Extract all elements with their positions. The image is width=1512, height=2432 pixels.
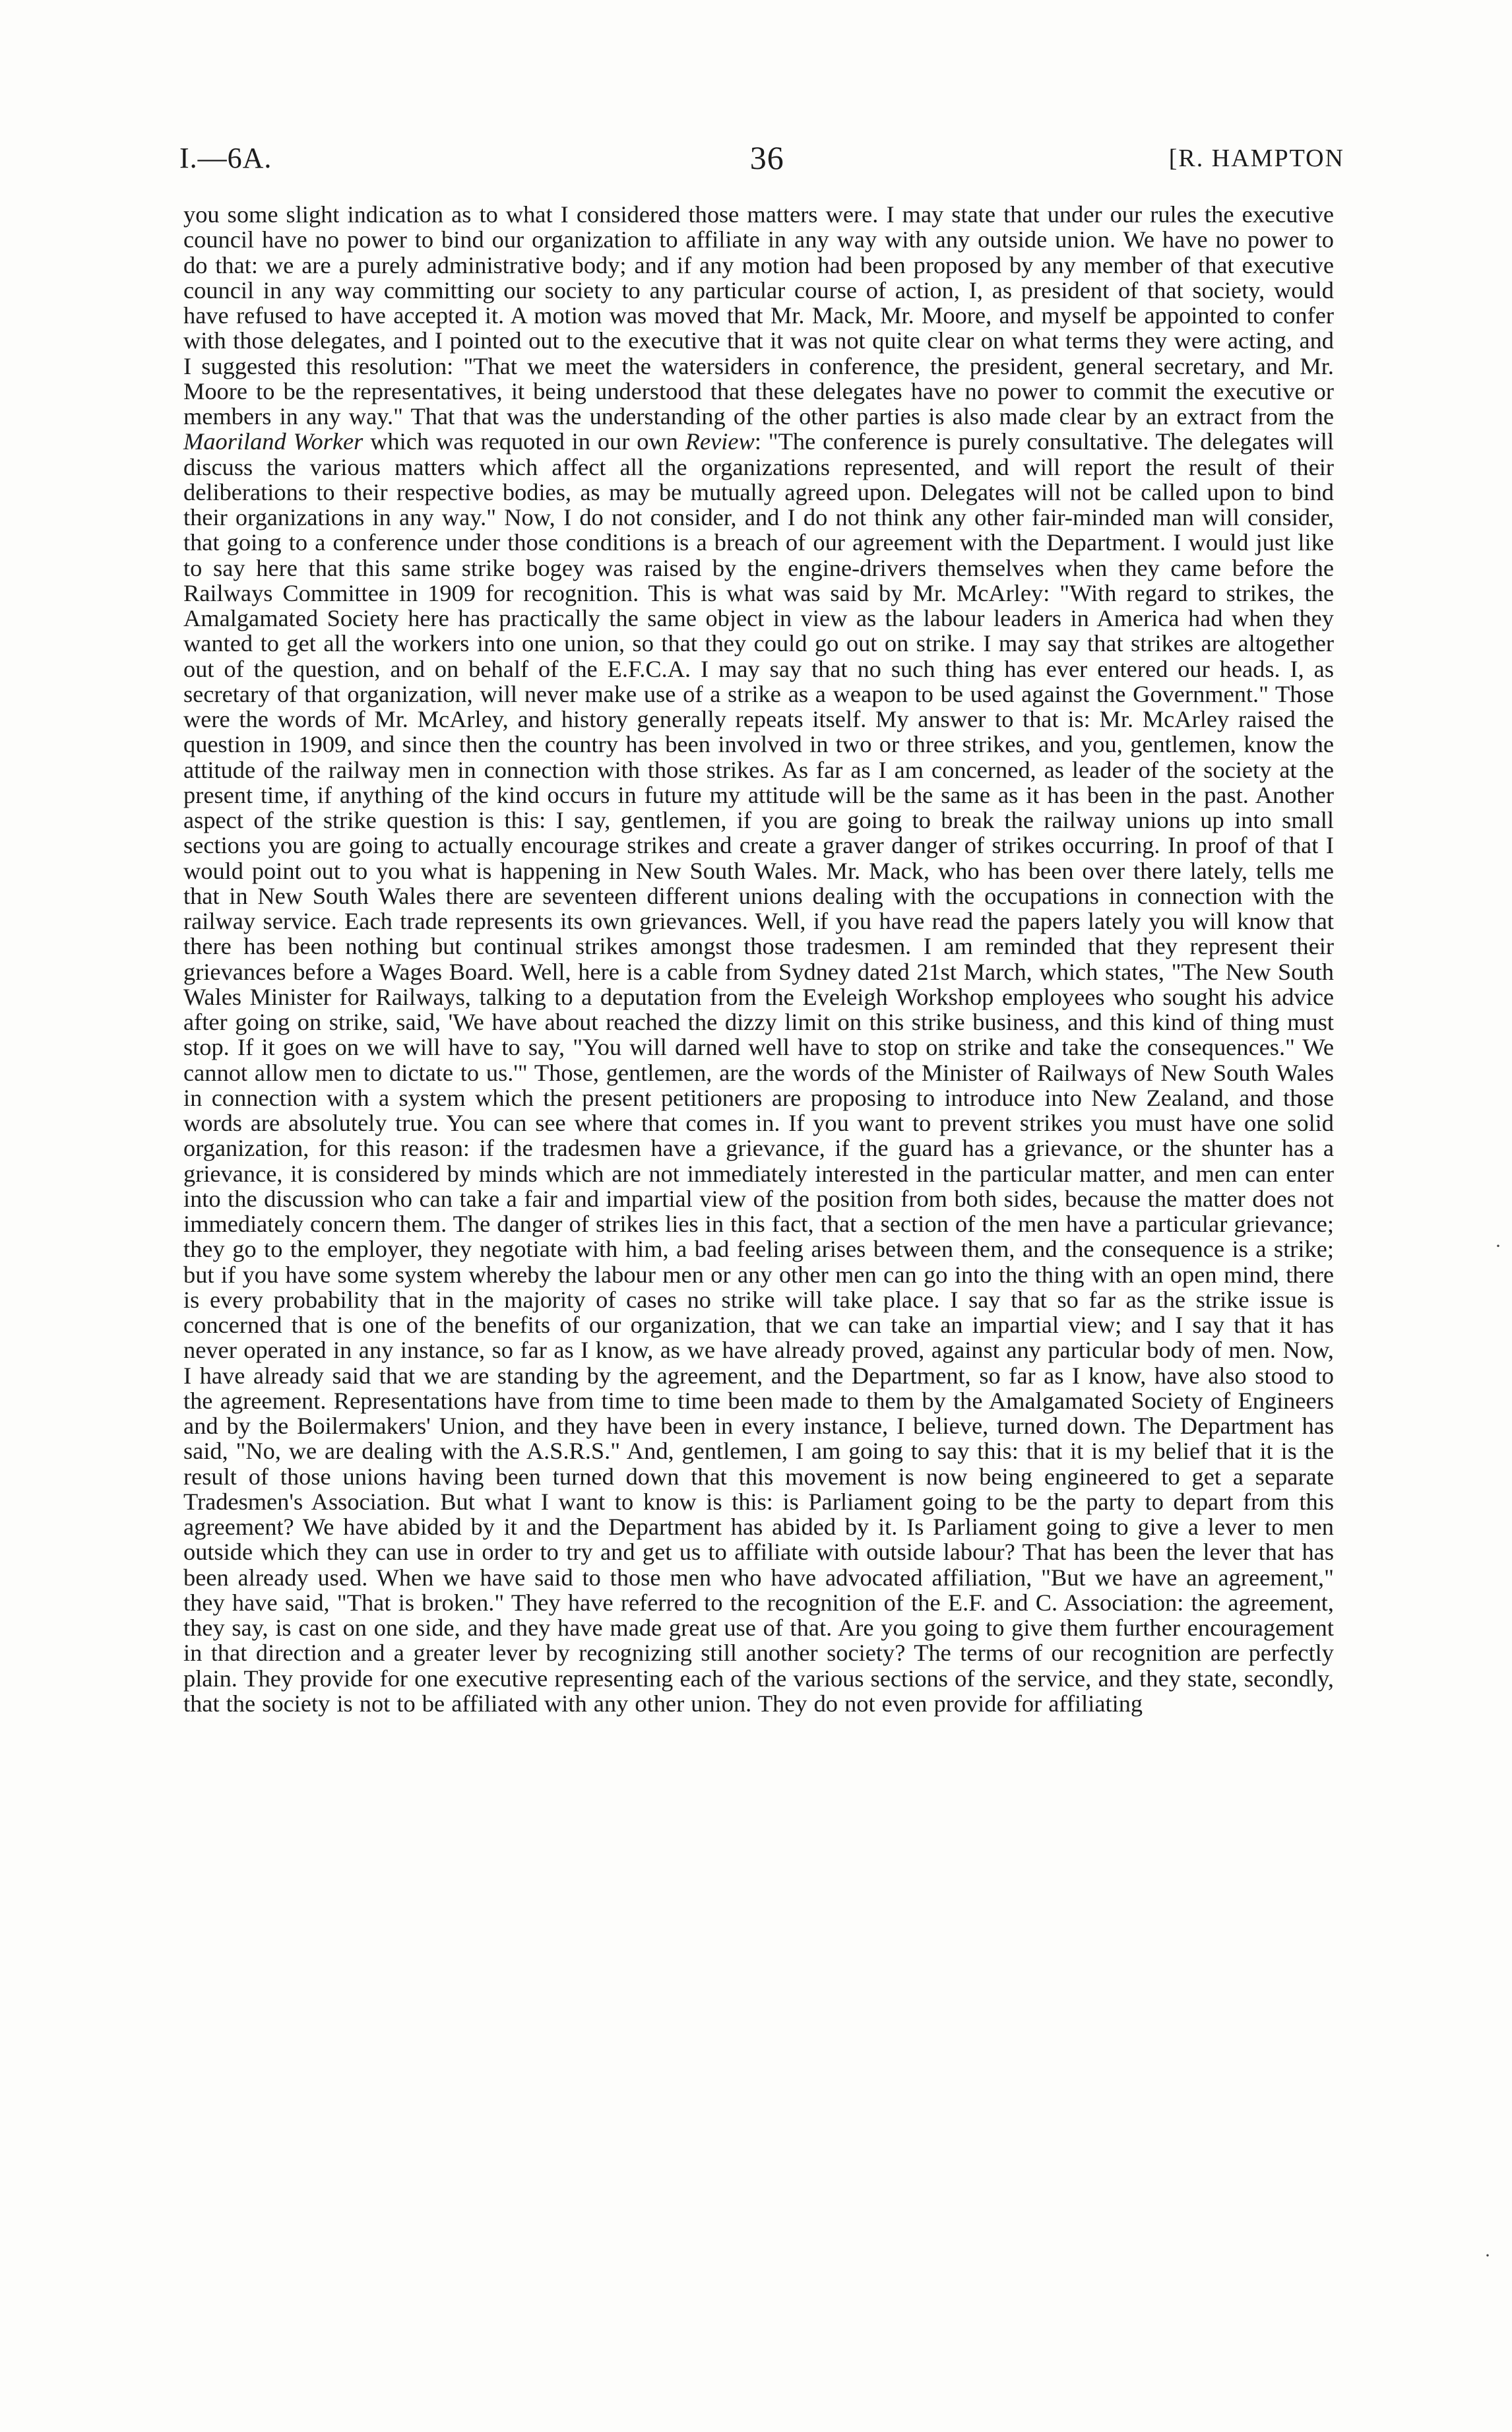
body-paragraph	[183, 202, 1334, 1716]
italic-publication-title: Review	[685, 428, 755, 455]
paper-reference: I.—6A.	[179, 142, 272, 174]
body-text	[183, 202, 1334, 1716]
body-text-segment: which was requoted in our own	[363, 428, 685, 455]
margin-mark: ·	[1495, 1235, 1501, 1257]
body-text-segment: you some slight indication as to what I considered those matters were. I may state that under our rules the executive council have no power to bind our organization to affiliate in any way with any outside union. We have no power to do that: we are a purely administrative body; and if any motion had been proposed by any member of that executive council in any way committing our society to any particular course of action, I, as president of that society, would have refused to have accepted it. A motion was moved that Mr. Mack, Mr. Moore, and myself be appointed to confer with those delegates, and I pointed out to the executive that it was not quite clear on what terms they were acting, and I suggested this resolution: "That we meet the watersiders in conference, the president, general secretary, and Mr. Moore to be the representatives, it being understood that these delegates have no power to commit the executive or members in any way." That that was the understanding of the other parties is also made clear by an extract from the	[183, 201, 1334, 430]
page-header	[179, 141, 1344, 181]
margin-mark: ·	[1484, 2245, 1491, 2266]
page-number: 36	[749, 139, 784, 176]
body-text-segment: : "The conference is purely consultative. The delegates will discuss the various matters which affect all the organizations represented, and will report the result of their deliberations to their respective bodies, as may be mutually agreed upon. Delegates will not be called upon to bind their organizations in any way." Now, I do not consider, and I do not think any other fair-minded man will consider, that going to a conference under those conditions is a breach of our agreement with the Department. I would just like to say here that this same strike bogey was raised by the engine-drivers themselves when they came before the Railways Committee in 1909 for recognition. This is what was said by Mr. McArley: "With regard to strikes, the Amalgamated Society here has practically the same object in view as the labour leaders in America had when they wanted to get all the workers into one union, so that they could go out on strike. I may say that strikes are altogether out of the question, and on behalf of the E.F.C.A. I may say that no such thing has ever entered our heads. I, as secretary of that organization, will never make use of a strike as a weapon to be used against the Government." Those were the words of Mr. McArley, and history generally repeats itself. My answer to that is: Mr. McArley raised the question in 1909, and since then the country has been involved in two or three strikes, and you, gentlemen, know the attitude of the railway men in connection with those strikes. As far as I am concerned, as leader of the society at the present time, if anything of the kind occurs in future my attitude will be the same as it has been in the past. Another aspect of the strike question is this: I say, gentlemen, if you are going to break the railway unions up into small sections you are going to actually encourage strikes and create a graver danger of strikes occurring. In proof of that I would point out to you what is happening in New South Wales. Mr. Mack, who has been over there lately, tells me that in New South Wales there are seventeen different unions dealing with the occupations in connection with the railway service. Each trade represents its own grievances. Well, if you have read the papers lately you will know that there has been nothing but continual strikes amongst those tradesmen. I am reminded that they represent their grievances before a Wages Board. Well, here is a cable from Sydney dated 21st March, which states, "The New South Wales Minister for Railways, talking to a deputation from the Eveleigh Workshop employees who sought his advice after going on strike, said, 'We have about reached the dizzy limit on this strike business, and this kind of thing must stop. If it goes on we will have to say, "You will darned well have to stop on strike and take the consequences." We cannot allow men to dictate to us.'" Those, gentlemen, are the words of the Minister of Railways of New South Wales in connection with a system which the present petitioners are proposing to introduce into New Zealand, and those words are absolutely true. You can see where that comes in. If you want to prevent strikes you must have one solid organization, for this reason: if the tradesmen have a grievance, if the guard has a grievance, or the shunter has a grievance, it is considered by minds which are not immediately interested in the particular matter, and men can enter into the discussion who can take a fair and impartial view of the position from both sides, because the matter does not immediately concern them. The danger of strikes lies in this fact, that a section of the men have a particular grievance; they go to the employer, they negotiate with him, a bad feeling arises between them, and the consequence is a strike; but if you have some system whereby the labour men or any other men can go into the thing with an open mind, there is every probability that in the majority of cases no strike will take place. I say that so far as the strike issue is concerned that is one of the benefits of our organization, that we can take an impartial view; and I say that it has never operated in any instance, so far as I know, as we have already proved, against any particular body of men. Now, I have already said that we are standing by the agreement, and the Department, so far as I know, have also stood to the agreement. Representations have from time to time been made to them by the Amalgamated Society of Engineers and by the Boilermakers' Union, and they have been in every instance, I believe, turned down. The Department has said, "No, we are dealing with the A.S.R.S." And, gentlemen, I am going to say this: that it is my belief that it is the result of those unions having been turned down that this movement is now being engineered to get a separate Tradesmen's Association. But what I want to know is this: is Parliament going to be the party to depart from this agreement? We have abided by it and the Department has abided by it. Is Parliament going to give a lever to men outside which they can use in order to try and get us to affiliate with outside labour? That has been the lever that has been already used. When we have said to those men who have advocated affiliation, "But we have an agreement," they have said, "That is broken." They have referred to the recognition of the E.F. and C. Association: the agreement, they say, is cast on one side, and they have made great use of that. Are you going to give them further encouragement in that direction and a greater lever by recognizing still another society? The terms of our recognition are perfectly plain. They provide for one executive representing each of the various sections of the service, and they state, secondly, that the society is not to be affiliated with any other union. They do not even provide for affiliating	[183, 428, 1334, 1717]
speaker-name: [R. HAMPTON	[1168, 144, 1344, 172]
italic-publication-title: Maoriland Worker	[183, 428, 363, 455]
